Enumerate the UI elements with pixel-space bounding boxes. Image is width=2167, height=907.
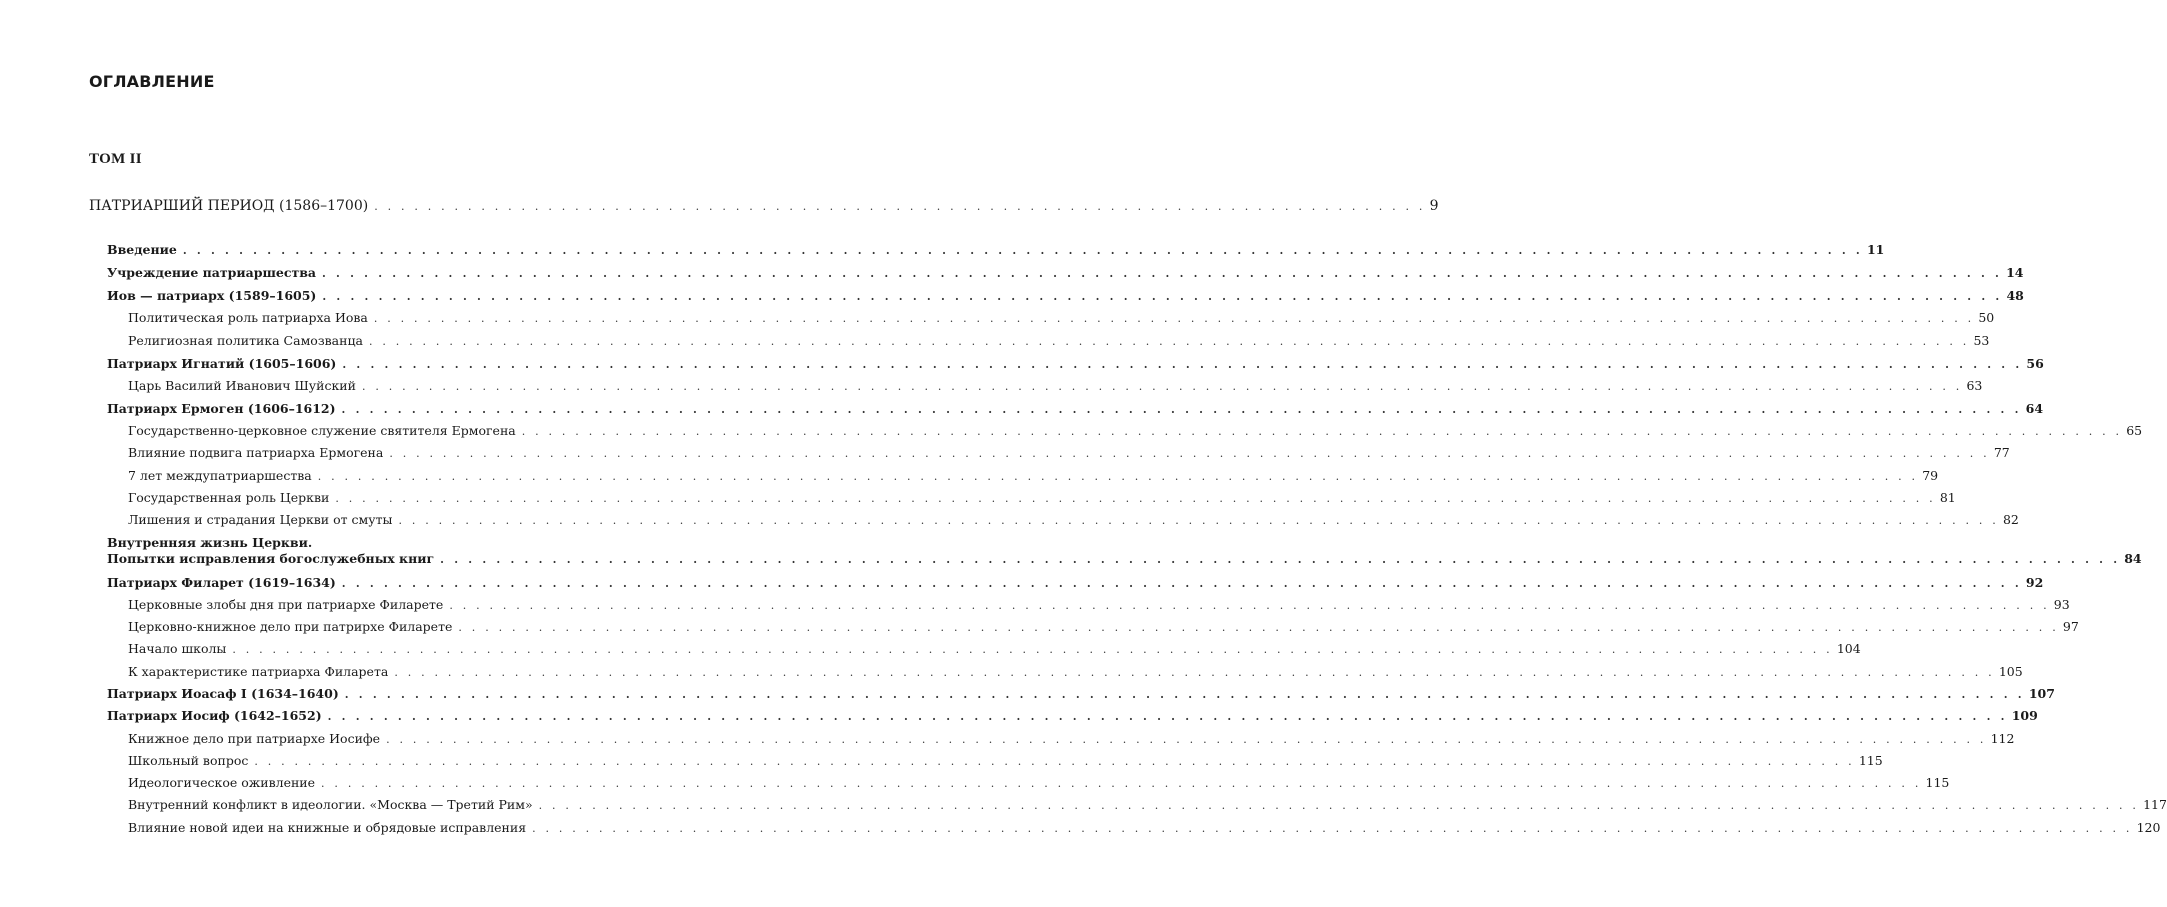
leader-dots: . . . . . . . . . . . . . . . . . . . . . . . . . . . . . . . . . . . . . . . . . . . . . . . . . . . . . . . . . . . . . . . . . . . . . . . . . . . . . . . — [374, 200, 1426, 213]
toc-entry-page: 65 — [2126, 423, 2143, 438]
leader-dots: . . . . . . . . . . . . . . . . . . . . . . . . . . . . . . . . . . . . . . . . . . . . . . . . . . . . . . . . . . . . . . . . . . . . . . . . . . . . . . . . . . . . . . . . . . . . . . . . . . . . . . . . . . . . . . . . . . . . . . . . — [361, 380, 1963, 393]
toc-section-entry[interactable] — [128, 775, 1950, 790]
toc-entry-title: Лишения и страдания Церкви от смуты — [128, 512, 393, 527]
toc-section-entry[interactable] — [128, 641, 1861, 656]
toc-entry-page: 104 — [1836, 641, 1861, 656]
toc-entry-title: Школьный вопрос — [128, 753, 249, 768]
toc-entry-title: ПАТРИАРШИЙ ПЕРИОД (1586–1700) — [89, 198, 369, 214]
toc-chapter-entry[interactable] — [107, 708, 2038, 723]
leader-dots: . . . . . . . . . . . . . . . . . . . . . . . . . . . . . . . . . . . . . . . . . . . . . . . . . . . . . . . . . . . . . . . . . . . . . . . . . . . . . . . . . . . . . . . . . . . . . . . . . . . . . . . . . . . . . . . . . . . . . . . . — [458, 621, 2059, 634]
toc-entry-title: Церковные злобы дня при патриархе Филарете — [128, 597, 444, 612]
toc-entry-page: 50 — [1978, 310, 1995, 325]
leader-dots: . . . . . . . . . . . . . . . . . . . . . . . . . . . . . . . . . . . . . . . . . . . . . . . . . . . . . . . . . . . . . . . . . . . . . . . . . . . . . . . . . . . . . . . . . . . . . . . . . . . . . . . . . . . . . . . . . . . . . . . . — [254, 755, 1855, 768]
toc-entry-title: Политическая роль патриарха Иова — [128, 310, 368, 325]
toc-entry-page: 84 — [2124, 551, 2142, 566]
leader-dots: . . . . . . . . . . . . . . . . . . . . . . . . . . . . . . . . . . . . . . . . . . . . . . . . . . . . . . . . . . . . . . . . . . . . . . . . . . . . . . . . . . . . . . . . . . . . . . . . . . . . . . . . . . . . . . . . . . . . . . . . — [449, 599, 2050, 612]
toc-section-entry[interactable] — [128, 753, 1883, 768]
toc-chapter-entry[interactable] — [107, 288, 2024, 303]
toc-entry-page: 105 — [1998, 664, 2023, 679]
toc-entry-title: Начало школы — [128, 641, 227, 656]
toc-section-entry[interactable] — [128, 512, 2019, 527]
leader-dots: . . . . . . . . . . . . . . . . . . . . . . . . . . . . . . . . . . . . . . . . . . . . . . . . . . . . . . . . . . . . . . . . . . . . . . . . . . . . . . . . . . . . . . . . . . . . . . . . . . . . . . . . . . . . . . . . . . . . . . . . — [344, 688, 2025, 701]
toc-section-entry[interactable] — [128, 797, 2167, 812]
toc-entry-page: 63 — [1966, 378, 1983, 393]
toc-chapter-entry[interactable] — [107, 265, 2024, 280]
toc-entry-page: 48 — [2006, 288, 2024, 303]
toc-entry-page: 82 — [2002, 512, 2019, 527]
toc-section-entry[interactable] — [128, 490, 1956, 505]
toc-entry-title: Влияние подвига патриарха Ермогена — [128, 445, 384, 460]
toc-heading: ОГЛАВЛЕНИЕ — [89, 72, 215, 91]
toc-entry-title: Патриарх Иоасаф I (1634–1640) — [107, 686, 339, 701]
toc-entry-title: Книжное дело при патриархе Иосифе — [128, 731, 381, 746]
toc-entry-page: 56 — [2026, 356, 2044, 371]
leader-dots: . . . . . . . . . . . . . . . . . . . . . . . . . . . . . . . . . . . . . . . . . . . . . . . . . . . . . . . . . . . . . . . . . . . . . . . . . . . . . . . . . . . . . . . . . . . . . . . . . . . . . . . . . . . . . . . . . . . . . . . . — [327, 710, 2008, 723]
toc-section-entry[interactable] — [128, 597, 2070, 612]
toc-entry-page: 64 — [2025, 401, 2044, 416]
toc-section-entry[interactable] — [128, 468, 1939, 483]
leader-dots: . . . . . . . . . . . . . . . . . . . . . . . . . . . . . . . . . . . . . . . . . . . . . . . . . . . . . . . . . . . . . . . . . . . . . . . . . . . . . . . . . . . . . . . . . . . . . . . . . . . . . . . . . . . . . . . . . . . . . . . . — [394, 666, 1995, 679]
toc-section-entry[interactable] — [128, 664, 2023, 679]
toc-entry-title: Государственно-церковное служение святителя Ермогена — [128, 423, 516, 438]
toc-chapter-entry[interactable] — [107, 242, 1885, 257]
leader-dots: . . . . . . . . . . . . . . . . . . . . . . . . . . . . . . . . . . . . . . . . . . . . . . . . . . . . . . . . . . . . . . . . . . . . . . . . . . . . . . . . . . . . . . . . . . . . . . . . . . . . . . . . . . . . . . . . . . . . . . . . — [368, 335, 1970, 348]
toc-entry-page: 115 — [1858, 753, 1883, 768]
toc-entry-title: Иов — патриарх (1589–1605) — [107, 288, 317, 303]
leader-dots: . . . . . . . . . . . . . . . . . . . . . . . . . . . . . . . . . . . . . . . . . . . . . . . . . . . . . . . . . . . . . . . . . . . . . . . . . . . . . . . . . . . . . . . . . . . . . . . . . . . . . . . . . . . . . . . . . . . . . . . . — [322, 290, 2003, 303]
toc-entry-title: 7 лет междупатриаршества — [128, 468, 312, 483]
toc-chapter-entry[interactable] — [107, 686, 2055, 701]
toc-entry-page: 79 — [1922, 468, 1939, 483]
leader-dots: . . . . . . . . . . . . . . . . . . . . . . . . . . . . . . . . . . . . . . . . . . . . . . . . . . . . . . . . . . . . . . . . . . . . . . . . . . . . . . . . . . . . . . . . . . . . . . . . . . . . . . . . . . . . . . . . . . . . . . . . — [317, 470, 1919, 483]
toc-entry-title: Патриарх Ермоген (1606–1612) — [107, 401, 336, 416]
leader-dots: . . . . . . . . . . . . . . . . . . . . . . . . . . . . . . . . . . . . . . . . . . . . . . . . . . . . . . . . . . . . . . . . . . . . . . . . . . . . . . . . . . . . . . . . . . . . . . . . . . . . . . . . . . . . . . . . . . . . . . . . — [389, 447, 1990, 460]
toc-entry-title: Идеологическое оживление — [128, 775, 316, 790]
leader-dots: . . . . . . . . . . . . . . . . . . . . . . . . . . . . . . . . . . . . . . . . . . . . . . . . . . . . . . . . . . . . . . . . . . . . . . . . . . . . . . . . . . . . . . . . . . . . . . . . . . . . . . . . . . . . . . . . . . . . . . . . — [398, 514, 1999, 527]
toc-chapter-entry[interactable] — [107, 356, 2044, 371]
toc-entry-page: 53 — [1973, 333, 1990, 348]
leader-dots: . . . . . . . . . . . . . . . . . . . . . . . . . . . . . . . . . . . . . . . . . . . . . . . . . . . . . . . . . . . . . . . . . . . . . . . . . . . . . . . . . . . . . . . . . . . . . . . . . . . . . . . . . . . . . . . . . . . . . . . . — [538, 799, 2140, 812]
toc-entry-page: 112 — [1990, 731, 2015, 746]
toc-entry-page: 81 — [1939, 490, 1956, 505]
toc-entry-page: 11 — [1866, 242, 1885, 257]
leader-dots: . . . . . . . . . . . . . . . . . . . . . . . . . . . . . . . . . . . . . . . . . . . . . . . . . . . . . . . . . . . . . . . . . . . . . . . . . . . . . . . . . . . . . . . . . . . . . . . . . . . . . . . . . . . . . . . . . . . . . . . . — [532, 822, 2133, 835]
leader-dots: . . . . . . . . . . . . . . . . . . . . . . . . . . . . . . . . . . . . . . . . . . . . . . . . . . . . . . . . . . . . . . . . . . . . . . . . . . . . . . . . . . . . . . . . . . . . . . . . . . . . . . . . . . . . . . . . . . . . . . . . — [440, 553, 2121, 566]
toc-chapter-entry[interactable] — [107, 575, 2044, 590]
toc-section-entry[interactable] — [128, 619, 2079, 634]
toc-entry[interactable] — [107, 535, 2142, 566]
toc-entry-title-line1: Внутренняя жизнь Церкви. — [107, 535, 313, 550]
toc-entry-page: 107 — [2028, 686, 2055, 701]
toc-entry-title: Учреждение патриаршества — [107, 265, 316, 280]
toc-entry-title: Религиозная политика Самозванца — [128, 333, 363, 348]
toc-entry-title: Введение — [107, 242, 177, 257]
toc-entry-title: Влияние новой идеи на книжные и обрядовые исправления — [128, 820, 527, 835]
leader-dots: . . . . . . . . . . . . . . . . . . . . . . . . . . . . . . . . . . . . . . . . . . . . . . . . . . . . . . . . . . . . . . . . . . . . . . . . . . . . . . . . . . . . . . . . . . . . . . . . . . . . . . . . . . . . . . . . . . . . . . . . — [342, 358, 2023, 371]
leader-dots: . . . . . . . . . . . . . . . . . . . . . . . . . . . . . . . . . . . . . . . . . . . . . . . . . . . . . . . . . . . . . . . . . . . . . . . . . . . . . . . . . . . . . . . . . . . . . . . . . . . . . . . . . . . . . . . . . . . . . . . . — [386, 733, 1987, 746]
toc-section-entry[interactable] — [128, 378, 1983, 393]
leader-dots: . . . . . . . . . . . . . . . . . . . . . . . . . . . . . . . . . . . . . . . . . . . . . . . . . . . . . . . . . . . . . . . . . . . . . . . . . . . . . . . . . . . . . . . . . . . . . . . . . . . . . . . . . . . . . . . . . . . . . . . . — [321, 777, 1922, 790]
toc-entry-title: Внутренний конфликт в идеологии. «Москва — Третий Рим» — [128, 797, 533, 812]
leader-dots: . . . . . . . . . . . . . . . . . . . . . . . . . . . . . . . . . . . . . . . . . . . . . . . . . . . . . . . . . . . . . . . . . . . . . . . . . . . . . . . . . . . . . . . . . . . . . . . . . . . . . . . . . . . . . . . . . . . . . . . . — [182, 244, 1863, 257]
toc-section-entry[interactable] — [128, 445, 2010, 460]
toc-chapter-entry[interactable] — [107, 401, 2044, 416]
leader-dots: . . . . . . . . . . . . . . . . . . . . . . . . . . . . . . . . . . . . . . . . . . . . . . . . . . . . . . . . . . . . . . . . . . . . . . . . . . . . . . . . . . . . . . . . . . . . . . . . . . . . . . . . . . . . . . . . . . . . . . . . — [335, 492, 1936, 505]
leader-dots: . . . . . . . . . . . . . . . . . . . . . . . . . . . . . . . . . . . . . . . . . . . . . . . . . . . . . . . . . . . . . . . . . . . . . . . . . . . . . . . . . . . . . . . . . . . . . . . . . . . . . . . . . . . . . . . . . . . . . . . . — [232, 643, 1833, 656]
toc-entry-page: 117 — [2143, 797, 2167, 812]
toc-entry-page: 77 — [1993, 445, 2010, 460]
toc-entry-page: 109 — [2011, 708, 2038, 723]
toc-section-entry[interactable] — [128, 820, 2161, 835]
toc-entry-page: 93 — [2053, 597, 2070, 612]
toc-section-entry[interactable] — [128, 423, 2143, 438]
toc-entry-title: Патриарх Игнатий (1605–1606) — [107, 356, 337, 371]
toc-entry-title: Государственная роль Церкви — [128, 490, 330, 505]
leader-dots: . . . . . . . . . . . . . . . . . . . . . . . . . . . . . . . . . . . . . . . . . . . . . . . . . . . . . . . . . . . . . . . . . . . . . . . . . . . . . . . . . . . . . . . . . . . . . . . . . . . . . . . . . . . . . . . . . . . . . . . . — [521, 425, 2123, 438]
toc-entry-title: Патриарх Иосиф (1642–1652) — [107, 708, 322, 723]
leader-dots: . . . . . . . . . . . . . . . . . . . . . . . . . . . . . . . . . . . . . . . . . . . . . . . . . . . . . . . . . . . . . . . . . . . . . . . . . . . . . . . . . . . . . . . . . . . . . . . . . . . . . . . . . . . . . . . . . . . . . . . . — [373, 312, 1975, 325]
toc-entry-page: 92 — [2025, 575, 2044, 590]
toc-entry-page: 9 — [1429, 198, 1439, 214]
toc-entry-page: 115 — [1925, 775, 1950, 790]
toc-entry-title: Церковно-книжное дело при патрирхе Филарете — [128, 619, 453, 634]
toc-entry-page: 14 — [2006, 265, 2024, 280]
toc-entry-page: 97 — [2062, 619, 2079, 634]
toc-section-entry[interactable] — [128, 310, 1995, 325]
toc-section-entry[interactable] — [128, 731, 2015, 746]
toc-entry-title-line2: Попытки исправления богослужебных книг — [107, 551, 435, 566]
leader-dots: . . . . . . . . . . . . . . . . . . . . . . . . . . . . . . . . . . . . . . . . . . . . . . . . . . . . . . . . . . . . . . . . . . . . . . . . . . . . . . . . . . . . . . . . . . . . . . . . . . . . . . . . . . . . . . . . . . . . . . . . — [341, 577, 2022, 590]
toc-part-entry[interactable] — [89, 198, 1439, 214]
leader-dots: . . . . . . . . . . . . . . . . . . . . . . . . . . . . . . . . . . . . . . . . . . . . . . . . . . . . . . . . . . . . . . . . . . . . . . . . . . . . . . . . . . . . . . . . . . . . . . . . . . . . . . . . . . . . . . . . . . . . . . . . — [341, 403, 2022, 416]
toc-entry-title: Патриарх Филарет (1619–1634) — [107, 575, 336, 590]
toc-entry-page: 120 — [2136, 820, 2161, 835]
toc-entry-title: К характеристике патриарха Филарета — [128, 664, 389, 679]
leader-dots: . . . . . . . . . . . . . . . . . . . . . . . . . . . . . . . . . . . . . . . . . . . . . . . . . . . . . . . . . . . . . . . . . . . . . . . . . . . . . . . . . . . . . . . . . . . . . . . . . . . . . . . . . . . . . . . . . . . . . . . . — [322, 267, 2003, 280]
toc-entry-title: Царь Василий Иванович Шуйский — [128, 378, 356, 393]
toc-section-entry[interactable] — [128, 333, 1990, 348]
volume-label: ТОМ II — [89, 151, 142, 167]
